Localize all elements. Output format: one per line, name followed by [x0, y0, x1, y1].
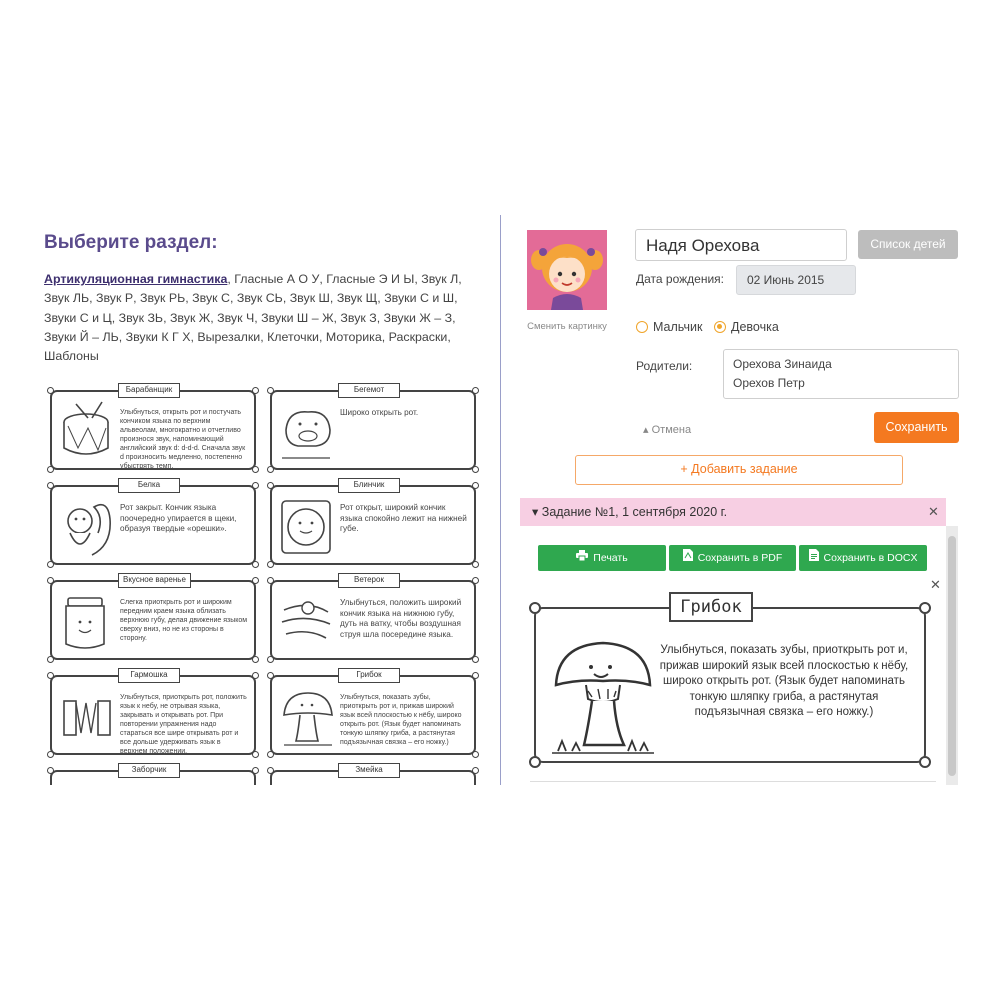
section-links [44, 270, 464, 366]
scrollbar[interactable] [946, 526, 958, 785]
card-corner [252, 561, 259, 568]
link-separator: , [318, 329, 326, 344]
link-separator: , [319, 272, 327, 286]
save-button[interactable]: Сохранить [874, 412, 959, 443]
section-link[interactable]: Звуки К Г Х [125, 329, 191, 344]
section-link[interactable]: Звук Л [421, 272, 459, 286]
link-separator: , [133, 291, 141, 306]
exercise-card-text: Рот открыт, широкий кончик языка спокойно лежит на нижней губе. [340, 503, 467, 534]
none-icon [278, 780, 334, 785]
triangle-down-icon: ▾ [532, 505, 539, 519]
none-icon [58, 780, 114, 785]
task-title: Задание №1, 1 сентября 2020 г. [541, 505, 728, 519]
card-corner [919, 756, 931, 768]
print-label: Печать [593, 552, 628, 564]
section-link[interactable]: Вырезалки [197, 329, 261, 344]
section-link[interactable]: Звук Ж [169, 310, 211, 325]
triangle-up-icon: ▴ [643, 424, 649, 436]
link-separator: , [376, 310, 384, 325]
card-corner [47, 656, 54, 663]
kids-list-button[interactable]: Список детей [858, 230, 958, 259]
exercise-card[interactable] [50, 575, 256, 660]
card-corner [472, 561, 479, 568]
mushroom-icon [548, 633, 658, 759]
section-link[interactable]: Артикуляционная гимнастика [44, 272, 228, 286]
parents-textarea[interactable] [723, 349, 959, 399]
section-link[interactable]: Звук Щ [336, 291, 378, 306]
card-corner [252, 387, 259, 394]
card-corner [252, 767, 259, 774]
link-separator: , [111, 310, 119, 325]
card-corner [47, 482, 54, 489]
card-corner [47, 672, 54, 679]
card-corner [47, 561, 54, 568]
parent-1: Орехова Зинаида [733, 357, 832, 371]
card-corner [472, 466, 479, 473]
card-corner [529, 756, 541, 768]
section-link[interactable]: Раскраски [388, 329, 448, 344]
section-link[interactable]: Звук З [340, 310, 377, 325]
section-link[interactable]: Шаблоны [44, 349, 99, 364]
link-separator: , [414, 272, 422, 286]
task-header[interactable] [520, 498, 946, 526]
exercise-card[interactable] [50, 385, 256, 470]
task-card-text: Улыбнуться, показать зубы, приоткрыть рот и, прижав широкий язык всей плоскостью к нёбу, широко открыть рот. (Язык будет напоминать тонкую шляпку гриба, а растянутая подъязычная связка – его ножку.) [659, 644, 909, 719]
exercise-card-label: Гармошка [118, 668, 180, 683]
section-link[interactable]: Звуки Й – ЛЬ [44, 329, 119, 344]
dob-input[interactable]: 02 Июнь 2015 [736, 265, 856, 295]
card-corner [47, 577, 54, 584]
squirrel-icon [58, 495, 114, 557]
card-corner [267, 482, 274, 489]
card-corner [47, 387, 54, 394]
section-link[interactable]: Звук РЬ [140, 291, 186, 306]
child-name-input[interactable]: Надя Орехова [635, 229, 847, 261]
link-separator: , [229, 291, 237, 306]
gender-radio-male[interactable] [636, 320, 702, 334]
section-link[interactable]: Звук ЛЬ [44, 291, 90, 306]
link-separator: , [163, 310, 170, 325]
section-title: Выберите раздел: [44, 232, 218, 253]
exercise-card[interactable] [50, 765, 256, 785]
card-corner [267, 672, 274, 679]
drum-icon [58, 400, 114, 462]
card-corner [47, 767, 54, 774]
parents-label: Родители: [636, 359, 693, 373]
section-link[interactable]: Звуки С и Ц [44, 310, 112, 325]
section-link[interactable]: Звук С [192, 291, 230, 306]
exercise-card[interactable] [270, 765, 476, 785]
parent-2: Орехов Петр [733, 376, 805, 390]
exercise-card[interactable] [270, 575, 476, 660]
link-separator: , [210, 310, 218, 325]
pdf-file-icon [683, 545, 693, 571]
pancake-icon [278, 495, 334, 557]
card-corner [252, 577, 259, 584]
link-separator: , [260, 329, 268, 344]
card-corner [472, 751, 479, 758]
card-corner [472, 656, 479, 663]
link-separator: , [452, 310, 456, 325]
exercise-card-text: Широко открыть рот. [340, 408, 419, 417]
card-corner [472, 672, 479, 679]
print-button[interactable] [538, 545, 666, 571]
divider-line [530, 781, 936, 782]
link-separator: , [89, 291, 97, 306]
card-corner [267, 577, 274, 584]
section-link[interactable]: Моторика [325, 329, 382, 344]
exercise-card[interactable] [270, 385, 476, 470]
printer-icon [576, 545, 588, 571]
link-separator: , [227, 272, 235, 286]
girl-avatar-icon [527, 230, 607, 310]
section-link[interactable]: Звук Ш [289, 291, 330, 306]
docx-file-icon [809, 545, 819, 571]
exercise-card-text: Улыбнуться, положить широкий кончик языка на нижнюю губу, дуть на ватку, чтобы воздушная струя шла посередине языка. [340, 598, 462, 639]
card-corner [267, 466, 274, 473]
radio-male-icon[interactable] [636, 321, 648, 333]
card-corner [47, 751, 54, 758]
section-link[interactable]: Звуки Ж – З [383, 310, 453, 325]
link-separator: , [333, 310, 341, 325]
card-corner [252, 672, 259, 679]
save-docx-button[interactable] [799, 545, 927, 571]
link-separator: , [381, 329, 389, 344]
card-corner [529, 602, 541, 614]
exercise-card-label: Грибок [338, 668, 400, 683]
exercise-card[interactable] [270, 480, 476, 565]
exercise-card-label: Ветерок [338, 573, 400, 588]
save-pdf-button[interactable] [669, 545, 796, 571]
section-panel [0, 215, 500, 785]
change-picture-link[interactable]: Сменить картинку [527, 321, 607, 332]
save-docx-label: Сохранить в DOCX [823, 552, 918, 564]
exercise-card-label: Змейка [338, 763, 400, 778]
gender-male-label: Мальчик [653, 320, 703, 334]
exercise-card-label: Бегемот [338, 383, 400, 398]
link-separator: , [329, 291, 337, 306]
section-link[interactable]: Звук Р [96, 291, 134, 306]
exercise-card-text: Рот закрыт. Кончик языка поочередно упирается в щеки, образуя твердые «орешки». [120, 503, 237, 534]
exercise-card-label: Барабанщик [118, 383, 180, 398]
task-exercise-card [534, 597, 926, 763]
link-separator: , [447, 329, 451, 344]
dob-label: Дата рождения: [636, 272, 724, 286]
link-separator: , [282, 291, 290, 306]
section-link[interactable]: Звуки Ш – Ж [261, 310, 334, 325]
hippo-icon [278, 400, 334, 462]
cancel-link[interactable] [643, 423, 691, 436]
card-corner [267, 656, 274, 663]
section-link[interactable]: Клеточки [267, 329, 319, 344]
save-pdf-label: Сохранить в PDF [697, 552, 783, 564]
link-separator: , [458, 272, 462, 286]
link-separator: , [377, 291, 385, 306]
mushroom-icon [278, 685, 334, 747]
link-separator: , [254, 310, 262, 325]
exercise-card-label: Белка [118, 478, 180, 493]
section-link[interactable]: Звук Ч [217, 310, 255, 325]
add-task-button[interactable]: + Добавить задание [575, 455, 903, 485]
card-corner [472, 767, 479, 774]
radio-female-icon[interactable] [714, 321, 726, 333]
jam-icon [58, 590, 114, 652]
exercise-card-text: Улыбнуться, показать зубы, приоткрыть рот и, прижав широкий язык всей плоскостью к нёбу, широко открыть рот. (Язык будет напоминать тонкую шляпку гриба, а растянутая подъязычная связка – его ножку.) [340, 694, 462, 746]
card-corner [267, 387, 274, 394]
section-link[interactable]: Гласные А О У [234, 272, 320, 286]
link-separator: , [454, 291, 458, 306]
cancel-label: Отмена [651, 424, 692, 436]
exercise-card-label: Блинчик [338, 478, 400, 493]
section-link[interactable]: Звук ЗЬ [118, 310, 164, 325]
wind-icon [278, 590, 334, 652]
card-corner [252, 751, 259, 758]
card-corner [472, 577, 479, 584]
card-corner [919, 602, 931, 614]
card-corner [472, 482, 479, 489]
link-separator: , [118, 329, 126, 344]
accordion-icon [58, 685, 114, 747]
link-separator: , [185, 291, 193, 306]
close-icon[interactable]: ✕ [928, 504, 939, 519]
section-link[interactable]: Звуки С и Ш [384, 291, 455, 306]
card-corner [267, 561, 274, 568]
card-close-icon[interactable]: ✕ [930, 577, 941, 592]
exercise-card-text: Слегка приоткрыть рот и широким передним краем языка облизать верхнюю губу, делая движение языком сверху вниз, но не из стороны в сторону. [120, 599, 248, 642]
card-corner [252, 482, 259, 489]
link-separator: , [190, 329, 198, 344]
gender-radio-female[interactable] [714, 320, 779, 334]
task-body [520, 526, 946, 785]
card-corner [472, 387, 479, 394]
card-corner [252, 656, 259, 663]
exercise-card[interactable] [50, 480, 256, 565]
exercise-card-label: Вкусное варенье [118, 573, 191, 588]
scrollbar-thumb[interactable] [948, 536, 956, 776]
exercise-card[interactable] [270, 670, 476, 755]
child-profile-panel [500, 215, 1000, 785]
card-corner [47, 466, 54, 473]
gender-female-label: Девочка [731, 320, 779, 334]
section-link[interactable]: Гласные Э И Ы [326, 272, 415, 286]
exercise-card-text: Улыбнуться, приоткрыть рот, положить язык к небу, не отрывая языка, закрывать и открывать рот. При повторении упражнения надо стараться все шире открывать рот и все дольше удерживать язык в верхнем положении. [120, 694, 247, 755]
card-corner [252, 466, 259, 473]
exercise-card[interactable] [50, 670, 256, 755]
exercise-card-label: Заборчик [118, 763, 180, 778]
card-corner [267, 767, 274, 774]
task-card-label: Грибок [669, 592, 753, 622]
exercise-card-text: Улыбнуться, открыть рот и постучать кончиком языка по верхним альвеолам, многократно и отчетливо произнося звук, напоминающий английский звук d: d-d-d. Сначала звук d произносить медленно, постепенно убыстрять темп. [120, 409, 246, 470]
card-corner [267, 751, 274, 758]
avatar[interactable] [527, 230, 607, 310]
section-link[interactable]: Звук СЬ [236, 291, 283, 306]
